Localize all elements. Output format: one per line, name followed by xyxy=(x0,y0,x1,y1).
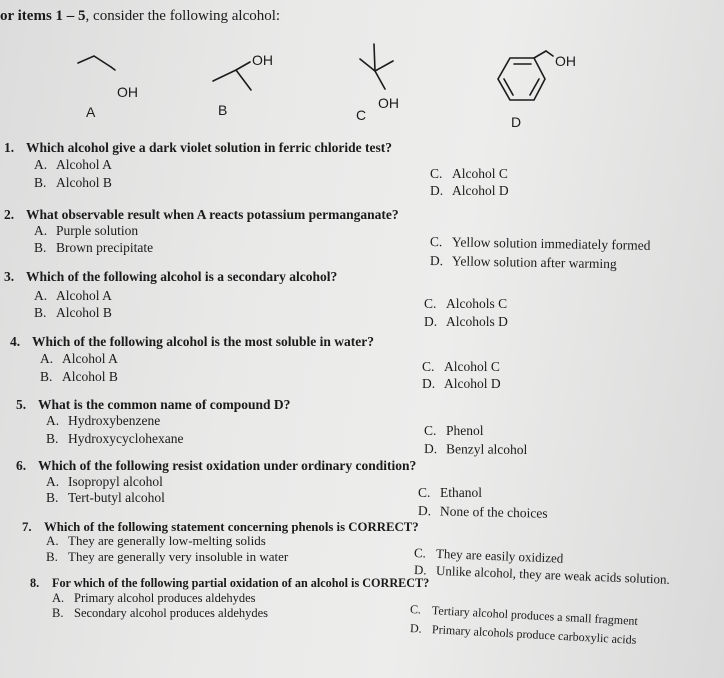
structure-b-label: B xyxy=(218,102,228,118)
q8-option-c: C. Tertiary alcohol produces a small fragment xyxy=(409,602,639,628)
structure-d-label: D xyxy=(511,114,522,130)
q4-option-a: A. Alcohol A xyxy=(40,351,118,366)
question-1-number: 1. xyxy=(4,140,15,155)
structure-a xyxy=(78,56,115,70)
q2-option-d: D. Yellow solution after warming xyxy=(429,253,617,272)
q1-option-a: A. Alcohol A xyxy=(34,157,112,172)
q3-option-a: A. Alcohol A xyxy=(34,288,112,303)
question-5: 5. What is the common name of compound D? xyxy=(16,397,291,412)
question-1 xyxy=(4,140,392,156)
q5-option-d: D. Benzyl alcohol xyxy=(423,441,528,458)
q6-option-c: C. Ethanol xyxy=(418,485,482,500)
question-6: 6. Which of the following resist oxidation under ordinary condition? xyxy=(16,458,417,473)
structure-c-label: C xyxy=(356,107,367,123)
structures-figure xyxy=(0,0,724,150)
structure-b-oh: OH xyxy=(252,52,273,68)
q4-option-b: B. Alcohol B xyxy=(40,369,118,384)
q8-option-a: A. Primary alcohol produces aldehydes xyxy=(52,591,256,605)
question-2: 2. What observable result when A reacts potassium permanganate? xyxy=(4,207,399,222)
question-7: 7. Which of the following statement concerning phenols is CORRECT? xyxy=(22,520,419,534)
q5-option-a: A. Hydroxybenzene xyxy=(46,413,161,428)
structure-d-oh: OH xyxy=(555,53,576,69)
q4-option-d: D. Alcohol D xyxy=(422,376,501,391)
q1-option-c: C. Alcohol C xyxy=(430,166,508,181)
question-1-text: Which alcohol give a dark violet solution in ferric chloride test? xyxy=(26,140,392,155)
structure-c-oh: OH xyxy=(378,95,399,111)
q3-option-c: C. Alcohols C xyxy=(424,296,508,311)
q3-option-d: D. Alcohols D xyxy=(424,314,508,329)
q1-option-d: D. Alcohol D xyxy=(430,183,509,198)
q8-option-b: B. Secondary alcohol produces aldehydes xyxy=(52,606,269,620)
q7-option-a: A. They are generally low-melting solids xyxy=(46,533,266,548)
q6-option-a: A. Isopropyl alcohol xyxy=(46,474,163,489)
q1-option-b: B. Alcohol B xyxy=(34,175,112,190)
question-4: 4. Which of the following alcohol is the most soluble in water? xyxy=(10,334,375,349)
q4-option-c: C. Alcohol C xyxy=(422,359,500,374)
question-8: 8. For which of the following partial oxidation of an alcohol is CORRECT? xyxy=(30,576,430,590)
question-3: 3. Which of the following alcohol is a secondary alcohol? xyxy=(4,269,338,284)
structure-b xyxy=(213,62,251,90)
q8-option-d: D. Primary alcohols produce carboxylic acids xyxy=(409,621,637,647)
q5-option-b: B. Hydroxycyclohexane xyxy=(46,431,184,446)
q6-option-b: B. Tert-butyl alcohol xyxy=(46,490,165,505)
intro-text: , consider the following alcohol: xyxy=(85,8,281,24)
q2-option-a: A. Purple solution xyxy=(34,223,139,238)
q7-option-c: C. They are easily oxidized xyxy=(413,545,564,566)
q2-option-c: C. Yellow solution immediately formed xyxy=(429,234,651,253)
q5-option-c: C. Phenol xyxy=(424,423,484,438)
structure-a-oh: OH xyxy=(117,84,138,100)
q7-option-b: B. They are generally very insoluble in water xyxy=(46,549,289,564)
structure-d xyxy=(498,51,553,100)
structure-a-label: A xyxy=(86,104,96,120)
structure-c xyxy=(360,44,393,89)
q6-option-d: D. None of the choices xyxy=(417,503,548,521)
q3-option-b: B. Alcohol B xyxy=(34,305,112,320)
intro-item-range: or items 1 – 5 xyxy=(0,8,86,24)
q7-option-d: D. Unlike alcohol, they are weak acids solution. xyxy=(413,562,671,587)
q2-option-b: B. Brown precipitate xyxy=(34,240,154,255)
